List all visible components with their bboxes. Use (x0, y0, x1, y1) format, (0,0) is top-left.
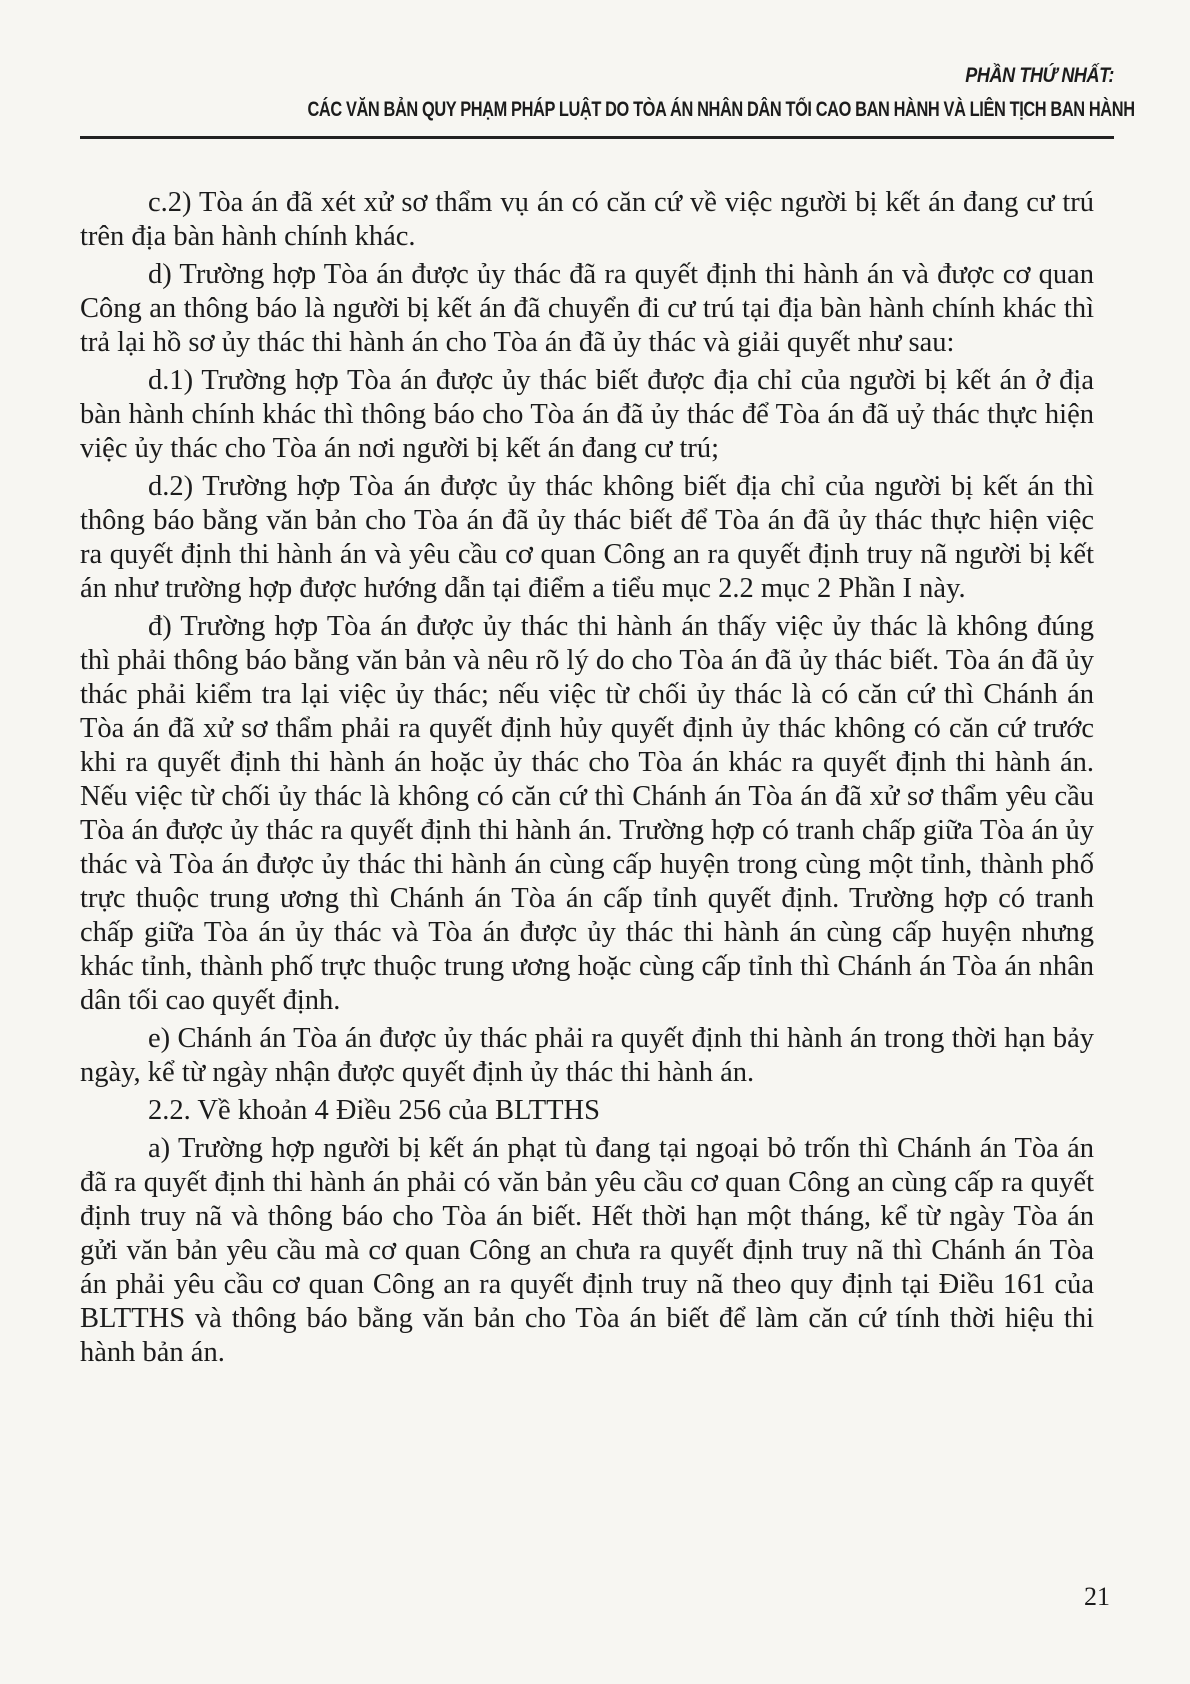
running-header (80, 62, 1135, 126)
paragraph-dd: đ) Trường hợp Tòa án được ủy thác thi hành án thấy việc ủy thác là không đúng thì phải thông báo bằng văn bản và nêu rõ lý do cho Tòa án đã ủy thác biết. Tòa án đã ủy thác phải kiểm tra lại việc ủy thác; nếu việc từ chối ủy thác là có căn cứ thì Chánh án Tòa án đã xử sơ thẩm phải ra quyết định hủy quyết định ủy thác không có căn cứ trước khi ra quyết định thi hành án hoặc ủy thác cho Tòa án khác ra quyết định thi hành án. Nếu việc từ chối ủy thác là không có căn cứ thì Chánh án Tòa án đã xử sơ thẩm yêu cầu Tòa án được ủy thác ra quyết định thi hành án. Trường hợp có tranh chấp giữa Tòa án ủy thác và Tòa án được ủy thác thi hành án cùng cấp huyện trong cùng một tỉnh, thành phố trực thuộc trung ương thì Chánh án Tòa án cấp tỉnh quyết định. Trường hợp có tranh chấp giữa Tòa án ủy thác và Tòa án được ủy thác thi hành án cùng cấp huyện nhưng khác tỉnh, thành phố trực thuộc trung ương hoặc cùng cấp tỉnh thì Chánh án Tòa án nhân dân tối cao quyết định. (80, 611, 1094, 1016)
body-text (80, 186, 1094, 1374)
paragraph-d1: d.1) Trường hợp Tòa án được ủy thác biết được địa chỉ của người bị kết án ở địa bàn hành chính khác thì thông báo cho Tòa án đã ủy thác để Tòa án đã uỷ thác thực hiện việc ủy thác cho Tòa án nơi người bị kết án đang cư trú; (80, 365, 1094, 464)
paragraph-a: a) Trường hợp người bị kết án phạt tù đang tại ngoại bỏ trốn thì Chánh án Tòa án đã ra quyết định thi hành án phải có văn bản yêu cầu cơ quan Công an cùng cấp ra quyết định truy nã và thông báo cho Tòa án biết. Hết thời hạn một tháng, kể từ ngày Tòa án gửi văn bản yêu cầu mà cơ quan Công an chưa ra quyết định truy nã thì Chánh án Tòa án phải yêu cầu cơ quan Công an ra quyết định truy nã theo quy định tại Điều 161 của BLTTHS và thông báo bằng văn bản cho Tòa án biết để làm căn cứ tính thời hiệu thi hành bản án. (80, 1133, 1094, 1368)
paragraph-d2: d.2) Trường hợp Tòa án được ủy thác không biết địa chỉ của người bị kết án thì thông báo bằng văn bản cho Tòa án đã ủy thác biết để Tòa án đã ủy thác thực hiện việc ra quyết định thi hành án và yêu cầu cơ quan Công an ra quyết định truy nã người bị kết án như trường hợp được hướng dẫn tại điểm a tiểu mục 2.2 mục 2 Phần I này. (80, 471, 1094, 604)
header-title: CÁC VĂN BẢN QUY PHẠM PHÁP LUẬT DO TÒA ÁN NHÂN DÂN TỐI CAO BAN HÀNH VÀ LIÊN TỊCH BAN HÀNH (307, 98, 1135, 121)
header-divider (80, 136, 1114, 139)
paragraph-d: d) Trường hợp Tòa án được ủy thác đã ra quyết định thi hành án và được cơ quan Công an thông báo là người bị kết án đã chuyển đi cư trú tại địa bàn hành chính khác thì trả lại hồ sơ ủy thác thi hành án cho Tòa án đã ủy thác và giải quyết như sau: (80, 259, 1094, 358)
paragraph-c2: c.2) Tòa án đã xét xử sơ thẩm vụ án có căn cứ về việc người bị kết án đang cư trú trên địa bàn hành chính khác. (80, 187, 1094, 252)
page-number: 21 (1084, 1582, 1110, 1611)
header-part-label: PHẦN THỨ NHẤT: (965, 64, 1114, 87)
paragraph-e: e) Chánh án Tòa án được ủy thác phải ra quyết định thi hành án trong thời hạn bảy ngày, kể từ ngày nhận được quyết định ủy thác thi hành án. (80, 1023, 1094, 1088)
section-heading-2-2: 2.2. Về khoản 4 Điều 256 của BLTTHS (148, 1095, 600, 1126)
